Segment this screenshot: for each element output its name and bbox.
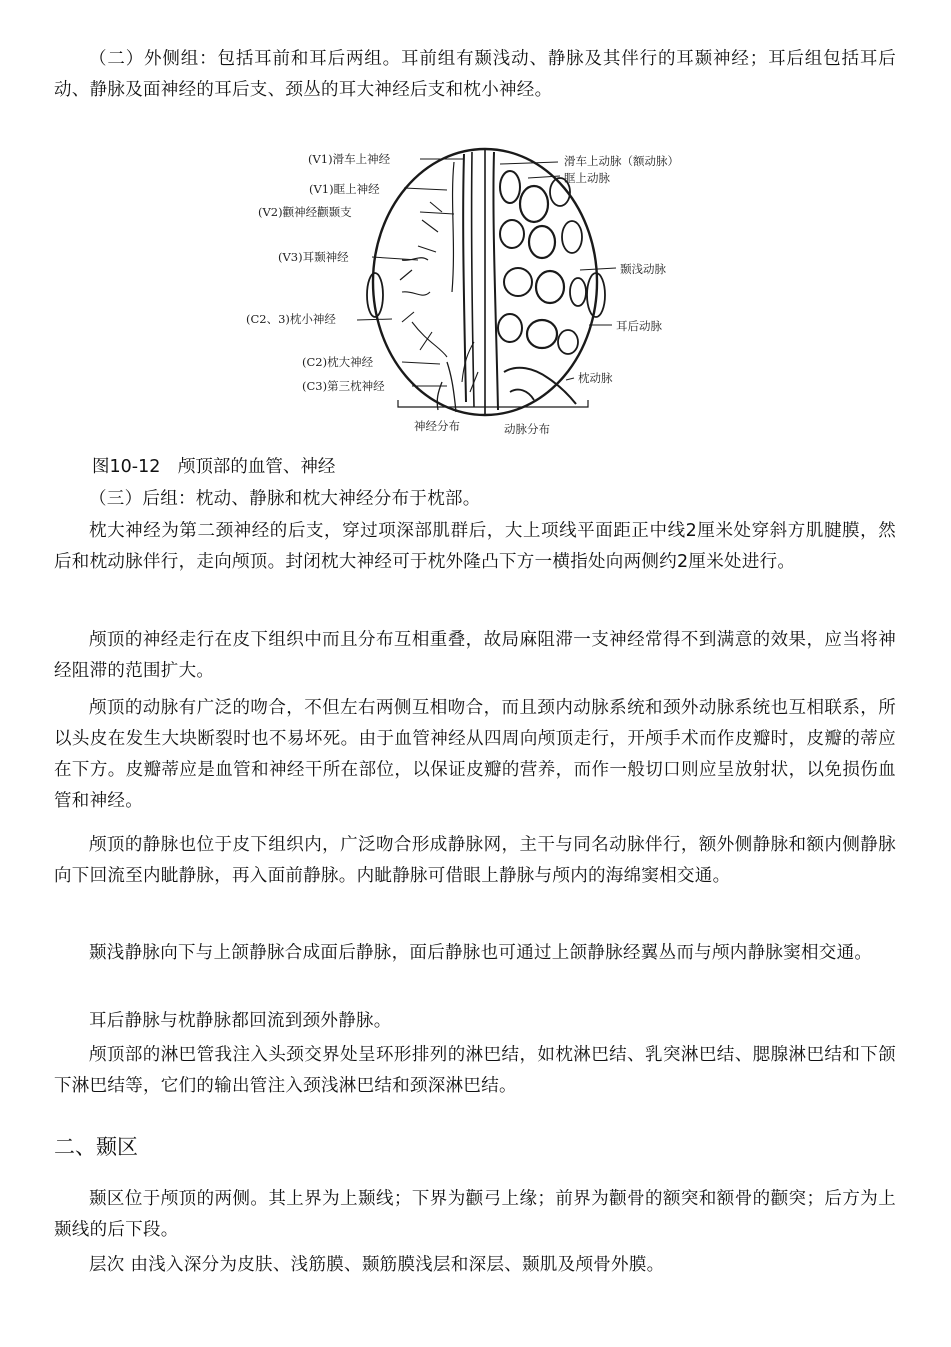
paragraph-temporal-boundaries: 颞区位于颅顶的两侧。其上界为上颞线；下界为颧弓上缘；前界为颧骨的额突和额骨的颧突；后方为上颞线的后下段。 <box>54 1189 896 1240</box>
paragraph-posterior-group: （三）后组：枕动、静脉和枕大神经分布于枕部。 <box>89 489 481 509</box>
label-occipital-artery: 枕动脉 <box>578 371 613 385</box>
label-superficial-temporal-artery: 颞浅动脉 <box>620 262 666 276</box>
paragraph-nerve-block: 颅顶的神经走行在皮下组织中而且分布互相重叠，故局麻阻滞一支神经常得不到满意的效果，应当将神经阻滞的范围扩大。 <box>54 630 896 681</box>
section-heading-temporal-region: 二、颞区 <box>54 1135 138 1159</box>
paragraph-greater-occipital-nerve: 枕大神经为第二颈神经的后支，穿过项深部肌群后，大上项线平面距正中线2厘米处穿斜方肌腱膜，然后和枕动脉伴行，走向颅顶。封闭枕大神经可于枕外隆凸下方一横指处向两侧约2厘米处进行。 <box>54 521 896 572</box>
label-supraorbital-artery: 眶上动脉 <box>564 171 610 185</box>
label-c3-third-occipital: (C3)第三枕神经 <box>302 379 385 393</box>
paragraph-auricular-vein: 耳后静脉与枕静脉都回流到颈外静脉。 <box>89 1011 392 1031</box>
label-v1-supraorbital-nerve: (V1)眶上神经 <box>309 182 380 196</box>
paragraph-temporal-layers: 层次 由浅入深分为皮肤、浅筋膜、颞筋膜浅层和深层、颞肌及颅骨外膜。 <box>89 1255 665 1275</box>
label-v3-auriculotemporal: (V3)耳颞神经 <box>278 250 349 264</box>
paragraph-veins: 颅顶的静脉也位于皮下组织内，广泛吻合形成静脉网，主干与同名动脉伴行，额外侧静脉和额内侧静脉向下回流至内眦静脉，再入面前静脉。内眦静脉可借眼上静脉与颅内的海绵窦相交通。 <box>54 835 896 886</box>
label-v1-supratrochlear-nerve: (V1)滑车上神经 <box>308 152 391 166</box>
label-artery-distribution: 动脉分布 <box>504 422 550 436</box>
artery-network <box>493 152 586 410</box>
distribution-bracket <box>398 400 588 414</box>
right-leader-lines <box>500 162 616 380</box>
nerve-branches <box>400 152 478 412</box>
paragraph-arteries: 颅顶的动脉有广泛的吻合，不但左右两侧互相吻合，而且颈内动脉系统和颈外动脉系统也互相联系，所以头皮在发生大块断裂时也不易坏死。由于血管神经从四周向颅顶走行，开颅手术而作皮瓣时，皮瓣的蒂应在下方。皮瓣蒂应是血管和神经干所在部位，以保证皮瓣的营养，而作一般切口则应呈放射状，以免损伤血管和神经。 <box>54 698 896 811</box>
label-v2-zygomaticotemporal: (V2)颧神经颧颞支 <box>258 205 352 219</box>
label-c23-lesser-occipital: (C2、3)枕小神经 <box>246 312 336 326</box>
paragraph-lateral-group: （二）外侧组：包括耳前和耳后两组。耳前组有颞浅动、静脉及其伴行的耳颞神经；耳后组包括耳后动、静脉及面神经的耳后支、颈丛的耳大神经后支和枕小神经。 <box>54 49 896 100</box>
label-nerve-distribution: 神经分布 <box>414 419 460 433</box>
label-posterior-auricular-artery: 耳后动脉 <box>616 319 662 333</box>
paragraph-temporal-vein: 颞浅静脉向下与上颌静脉合成面后静脉，面后静脉也可通过上颌静脉经翼丛而与颅内静脉窦相交通。 <box>89 943 873 963</box>
scalp-diagram <box>242 142 712 442</box>
paragraph-lymphatics: 颅顶部的淋巴管我注入头颈交界处呈环形排列的淋巴结，如枕淋巴结、乳突淋巴结、腮腺淋巴结和下颌下淋巴结等，它们的输出管注入颈浅淋巴结和颈深淋巴结。 <box>54 1045 896 1096</box>
scalp-vessels-nerves-figure <box>242 142 712 442</box>
label-supratrochlear-artery: 滑车上动脉（额动脉） <box>564 154 679 168</box>
label-c2-greater-occipital: (C2)枕大神经 <box>302 355 374 369</box>
figure-caption: 图10-12 颅顶部的血管、神经 <box>92 457 336 477</box>
